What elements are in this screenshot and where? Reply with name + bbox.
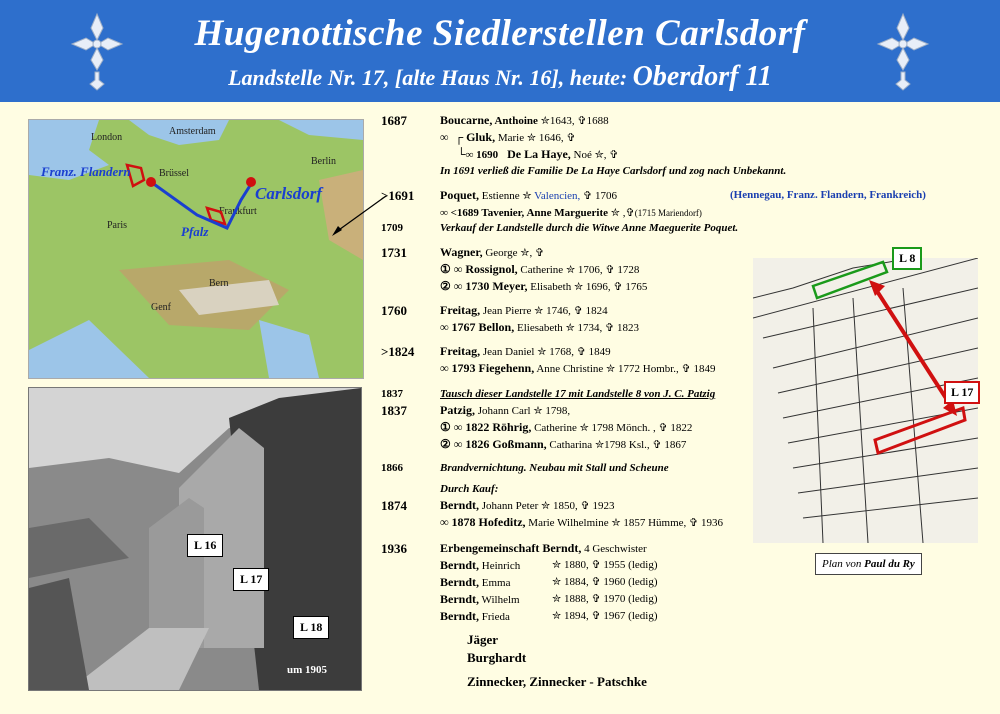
marriage-year: ∞ 1690 [465, 149, 499, 161]
city-label: Amsterdam [169, 126, 216, 137]
entry-owner [440, 497, 614, 515]
owner-firstname: Jean Daniel [480, 346, 538, 358]
heir-firstname: Frieda [479, 611, 510, 623]
heir-name: Berndt, [440, 592, 479, 606]
header-banner [0, 0, 1000, 102]
spouse-dates: ✮1798 Ksl., ✞ 1867 [594, 439, 687, 451]
map-label-pfalz: Pfalz [181, 224, 209, 239]
entry-year: 1874 [381, 498, 407, 513]
map-label-carlsdorf: Carlsdorf [255, 184, 323, 203]
spouse-name: ∞ 1767 Bellon, [440, 320, 515, 334]
heir-firstname: Heinrich [479, 560, 521, 572]
spouse-name: ∞ 1793 Fiegehenn, [440, 361, 535, 375]
entry-note: Brandvernichtung. Neubau mit Stall und Scheune [440, 462, 669, 474]
spouse-name: ① ∞ 1822 Röhrig, [440, 420, 532, 434]
entry-spouse [440, 261, 639, 279]
owner-firstname: Estienne [479, 190, 523, 202]
spouse-name: ∞ 1878 Hofeditz, [440, 515, 526, 529]
owner-dates: ✮ 1798, [533, 405, 571, 417]
plan-label-l17: L 17 [944, 381, 980, 404]
spouse-firstname: Elisabeth [527, 281, 574, 293]
later-owner: Burghardt [467, 650, 527, 665]
village-photo [28, 387, 362, 691]
photo-label-l17: L 17 [233, 568, 269, 591]
owner-dates: ✮1643, ✞1688 [540, 115, 609, 127]
spouse-dates: ✮ 1798 Mönch. , ✞ 1822 [579, 422, 693, 434]
entry-spouse [440, 278, 647, 296]
heir-row [440, 574, 658, 592]
city-label: Brüssel [159, 168, 189, 179]
origin-region: (Hennegau, Franz. Flandern, Frankreich) [730, 189, 926, 201]
owner-dates: ✮ 1746, ✞ 1824 [534, 305, 608, 317]
spouse-name: ∞ <1689 Tavenier, Anne Marguerite [440, 207, 609, 219]
owner-name: Freitag, [440, 303, 481, 317]
spouse-death-place: (1715 Mariendorf) [634, 208, 702, 218]
entry-spouse [440, 360, 716, 378]
plan-caption-prefix: Plan von [822, 558, 865, 570]
owner-dates: ✮ 1850, ✞ 1923 [541, 500, 615, 512]
entry-note: In 1691 verließ die Familie De La Haye Carlsdorf und zog nach Unbekannt. [440, 165, 787, 177]
later-owner: Zinnecker, Zinnecker - Patschke [467, 674, 647, 689]
spouse-firstname: Marie [495, 132, 527, 144]
entry-year: >1691 [381, 188, 415, 203]
city-label: Frankfurt [219, 206, 257, 217]
entry-spouse [440, 436, 686, 454]
page-title: Hugenottische Siedlerstellen Carlsdorf [194, 13, 806, 54]
spouse-firstname: Catherine [517, 264, 566, 276]
spouse-firstname: Catherine [531, 422, 580, 434]
spouse-dates: ✮ 1646, ✞ [526, 132, 576, 144]
entry-owner [440, 302, 608, 320]
subtitle-text: Landstelle Nr. 17, [alte Haus Nr. 16], heute: [228, 65, 633, 90]
entry-subspouse: └∞ 1690 De La Haye, Noé ✮, ✞ [457, 147, 619, 161]
plan-label-l8: L 8 [892, 247, 922, 270]
owner-dates: ✮ 1768, ✞ 1849 [537, 346, 611, 358]
owner-firstname: Anthoine [492, 115, 541, 127]
photo-label-l18: L 18 [293, 616, 329, 639]
spouse-firstname: Eliesabeth [514, 322, 566, 334]
entry-owner [440, 402, 570, 420]
spouse-dates: ✮ 1696, ✞ 1765 [573, 281, 648, 293]
city-label: Bern [209, 278, 229, 289]
heir-dates: ✮ 1884, ✞ 1960 (ledig) [552, 576, 658, 588]
entry-owner [440, 343, 611, 361]
entry-spouse [440, 514, 723, 532]
entry-spouse [440, 419, 692, 437]
migration-route [29, 120, 363, 378]
photo-label-l16: L 16 [187, 534, 223, 557]
subtitle-address: Oberdorf 11 [632, 61, 772, 92]
spouse-name: ① ∞ Rossignol, [440, 262, 518, 276]
spouse-firstname: Marie Wilhelmine [525, 517, 612, 529]
page-subtitle [0, 61, 1000, 93]
heir-dates: ✮ 1888, ✞ 1970 (ledig) [552, 593, 658, 605]
entry-owner [440, 187, 617, 205]
city-label: Paris [107, 220, 127, 231]
heir-name: Berndt, [440, 609, 479, 623]
entry-spouse: ∞ ┌ Gluk, Marie ✮ 1646, ✞ [440, 130, 576, 144]
subspouse-firstname: Noé [570, 149, 595, 161]
entry-owner [440, 540, 647, 558]
heir-name: Berndt, [440, 575, 479, 589]
owner-name: Berndt, [440, 498, 479, 512]
entry-year: 1709 [381, 222, 403, 234]
entry-year: 1731 [381, 245, 407, 260]
entry-spouse [440, 319, 639, 337]
heir-row [440, 591, 658, 609]
heir-row [440, 608, 658, 626]
subspouse-dates: ✮, ✞ [594, 149, 619, 161]
entry-year: >1824 [381, 344, 415, 359]
city-label: Berlin [311, 156, 336, 167]
owner-name: Patzig, [440, 403, 475, 417]
entry-year: 1760 [381, 303, 407, 318]
owner-firstname: Johann Peter [479, 500, 542, 512]
entry-year: 1687 [381, 113, 407, 128]
owner-dates: ✞ 1706 [580, 190, 618, 202]
origin-place: Valencien, [534, 190, 581, 202]
spouse-dates: ✮ 1706, ✞ 1728 [565, 264, 640, 276]
entry-year: 1837 [381, 403, 407, 418]
star-symbol: ✮ [522, 190, 535, 202]
subspouse-name: De La Haye, [507, 147, 571, 161]
spouse-dates: ✮ 1772 Hombr., ✞ 1849 [606, 363, 716, 375]
owner-dates: ✮, ✞ [520, 247, 545, 259]
spouse-dates: ✮ ,✞ [608, 207, 635, 219]
heir-dates: ✮ 1894, ✞ 1967 (ledig) [552, 610, 658, 622]
owner-name: Erbengemeinschaft Berndt, [440, 541, 582, 555]
europe-map [28, 119, 364, 379]
spouse-firstname: Catharina [546, 439, 595, 451]
spouse-name: Gluk, [466, 130, 496, 144]
spouse-dates: ✮ 1857 Hümme, ✞ 1936 [611, 517, 723, 529]
owner-firstname: George [482, 247, 521, 259]
later-owner: Jäger [467, 632, 499, 647]
heir-dates: ✮ 1880, ✞ 1955 (ledig) [552, 559, 658, 571]
spouse-name: ② ∞ 1826 Goßmann, [440, 437, 547, 451]
owner-firstname: Johann Carl [475, 405, 534, 417]
heir-name: Berndt, [440, 558, 479, 572]
entry-note: Durch Kauf: [440, 483, 499, 495]
heir-row [440, 557, 658, 575]
owner-name: Freitag, [440, 344, 481, 358]
marriage-symbol: ∞ [440, 130, 449, 144]
heir-firstname: Emma [479, 577, 511, 589]
plan-caption-author: Paul du Ry [864, 558, 915, 570]
spouse-firstname: Anne Christine [534, 363, 607, 375]
map-label-flandern: Franz. Flandern [41, 164, 131, 179]
spouse-name: ② ∞ 1730 Meyer, [440, 279, 528, 293]
owner-extra: 4 Geschwister [581, 543, 647, 555]
owner-name: Wagner, [440, 245, 483, 259]
owner-name: Boucarne, [440, 113, 493, 127]
entry-owner [440, 112, 609, 130]
entry-note: Verkauf der Landstelle durch die Witwe Anne Maeguerite Poquet. [440, 222, 739, 234]
city-label: Genf [151, 302, 171, 313]
entry-note: Tausch dieser Landstelle 17 mit Landstelle 8 von J. C. Patzig [440, 388, 716, 400]
entry-year: 1837 [381, 388, 403, 400]
spouse-dates: ✮ 1734, ✞ 1823 [565, 322, 639, 334]
owner-firstname: Jean Pierre [480, 305, 535, 317]
entry-year: 1866 [381, 462, 403, 474]
plan-caption [815, 553, 922, 575]
city-label: London [91, 132, 123, 143]
photo-caption: um 1905 [287, 664, 328, 676]
entry-owner [440, 244, 544, 262]
entry-year: 1936 [381, 541, 407, 556]
heir-firstname: Wilhelm [479, 594, 520, 606]
owner-name: Poquet, [440, 188, 479, 202]
